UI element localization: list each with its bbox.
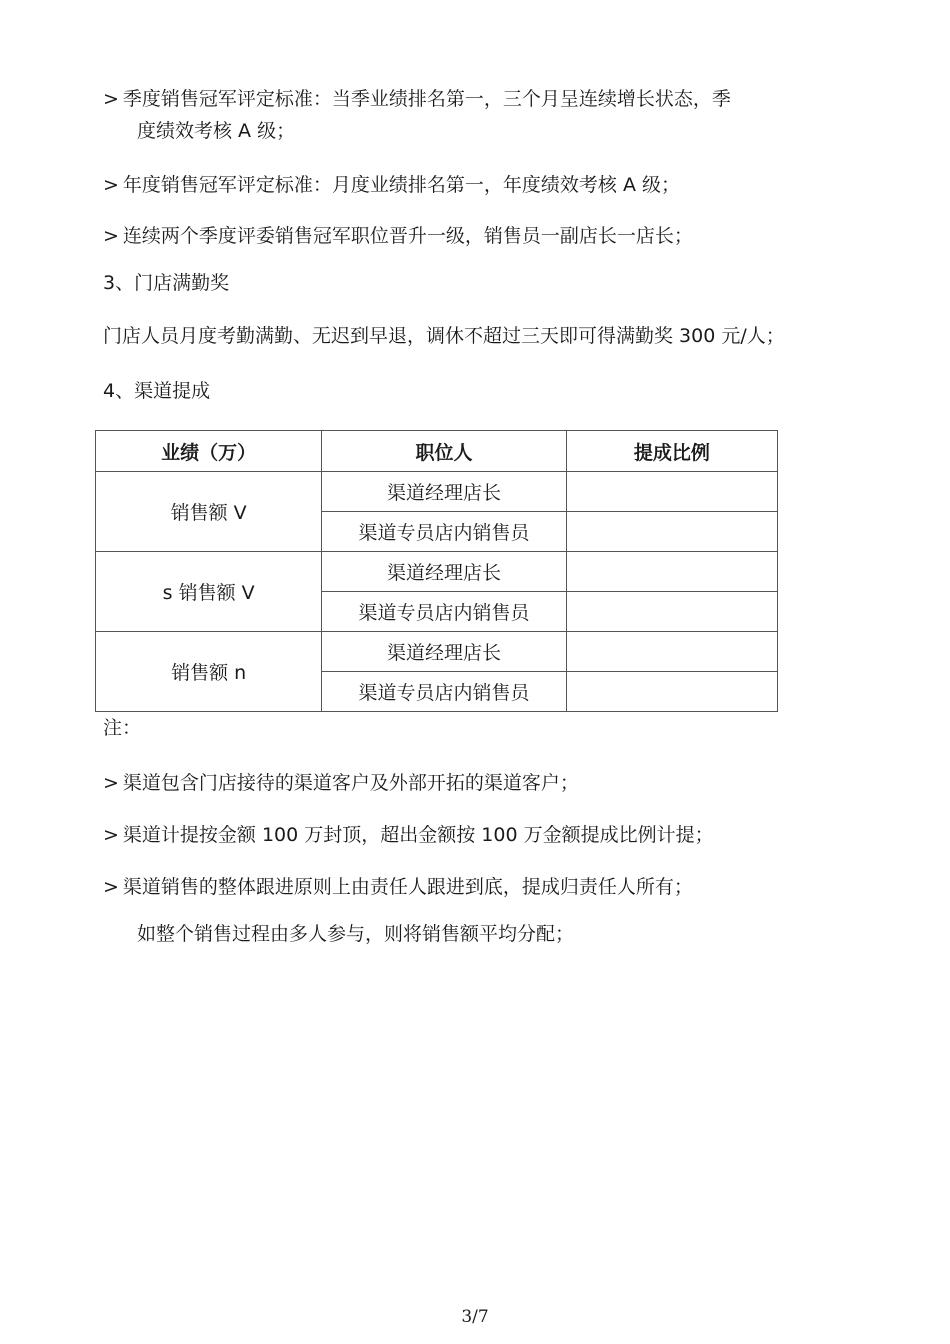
header-position: 职位人 — [322, 431, 566, 472]
promotion-line — [103, 224, 693, 248]
position-cell: 渠道经理店长 — [322, 472, 566, 512]
performance-cell: 销售额 n — [96, 632, 322, 712]
position-cell: 渠道经理店长 — [322, 632, 566, 672]
performance-cell: 销售额 V — [96, 472, 322, 552]
quarter-champion-line1 — [103, 87, 731, 111]
position-cell: 渠道经理店长 — [322, 552, 566, 592]
commission-table — [95, 430, 778, 712]
note-item — [103, 771, 579, 795]
page-number: 3/7 — [461, 1307, 489, 1327]
header-performance: 业绩（万） — [96, 431, 322, 472]
note-text: 渠道销售的整体跟进原则上由责任人跟进到底，提成归责任人所有； — [122, 876, 693, 898]
bullet-marker: > — [103, 876, 119, 898]
bullet-marker: > — [103, 824, 119, 846]
note-text: 渠道计提按金额 100 万封顶，超出金额按 100 万金额提成比例计提； — [122, 824, 714, 846]
bullet-marker: > — [103, 88, 119, 110]
table-header-row — [96, 431, 778, 472]
ratio-cell — [566, 592, 777, 632]
table-row — [96, 552, 778, 592]
header-ratio: 提成比例 — [566, 431, 777, 472]
quarter-champion-line2: 度绩效考核 A 级； — [137, 120, 296, 142]
note-text: 渠道包含门店接待的渠道客户及外部开拓的渠道客户； — [122, 772, 579, 794]
table-row — [96, 472, 778, 512]
ratio-cell — [566, 672, 777, 712]
promotion-text: 连续两个季度评委销售冠军职位晋升一级，销售员一副店长一店长； — [122, 225, 693, 247]
bullet-marker: > — [103, 225, 119, 247]
annual-champion-text: 年度销售冠军评定标准：月度业绩排名第一，年度绩效考核 A 级； — [122, 174, 681, 196]
performance-cell: s 销售额 V — [96, 552, 322, 632]
notes-label: 注： — [103, 717, 142, 739]
bullet-marker: > — [103, 174, 119, 196]
position-cell: 渠道专员店内销售员 — [322, 592, 566, 632]
ratio-cell — [566, 472, 777, 512]
annual-champion-line — [103, 173, 680, 197]
channel-heading: 4、渠道提成 — [103, 380, 211, 402]
attendance-heading: 3、门店满勤奖 — [103, 272, 230, 294]
note-continuation: 如整个销售过程由多人参与，则将销售额平均分配； — [137, 923, 575, 945]
note-item — [103, 823, 714, 847]
ratio-cell — [566, 632, 777, 672]
note-item — [103, 875, 693, 899]
attendance-text: 门店人员月度考勤满勤、无迟到早退，调休不超过三天即可得满勤奖 300 元/人； — [103, 325, 785, 347]
position-cell: 渠道专员店内销售员 — [322, 672, 566, 712]
table-row — [96, 632, 778, 672]
ratio-cell — [566, 552, 777, 592]
bullet-marker: > — [103, 772, 119, 794]
ratio-cell — [566, 512, 777, 552]
quarter-champion-text: 季度销售冠军评定标准：当季业绩排名第一，三个月呈连续增长状态，季 — [122, 88, 731, 110]
position-cell: 渠道专员店内销售员 — [322, 512, 566, 552]
